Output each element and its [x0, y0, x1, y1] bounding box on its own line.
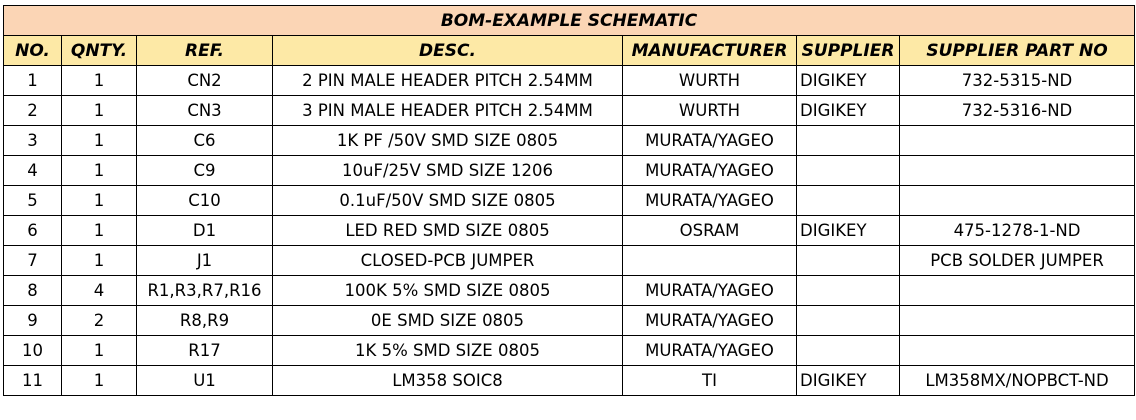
cell-ref: CN3: [137, 96, 273, 126]
table-row: [4, 306, 1135, 336]
table-row: [4, 366, 1135, 396]
cell-no: 7: [4, 246, 62, 276]
cell-qnty: 1: [62, 336, 137, 366]
cell-qnty: 1: [62, 126, 137, 156]
col-header-no: NO.: [4, 36, 62, 66]
table-row: [4, 126, 1135, 156]
cell-desc: 3 PIN MALE HEADER PITCH 2.54MM: [273, 96, 623, 126]
cell-qnty: 2: [62, 306, 137, 336]
cell-part-no: [900, 276, 1135, 306]
cell-ref: C10: [137, 186, 273, 216]
col-header-manufacturer: MANUFACTURER: [623, 36, 797, 66]
cell-supplier: [797, 276, 900, 306]
cell-manufacturer: WURTH: [623, 66, 797, 96]
cell-part-no: 732-5316-ND: [900, 96, 1135, 126]
cell-no: 3: [4, 126, 62, 156]
cell-no: 2: [4, 96, 62, 126]
cell-no: 5: [4, 186, 62, 216]
cell-supplier: [797, 336, 900, 366]
cell-ref: C9: [137, 156, 273, 186]
cell-manufacturer: MURATA/YAGEO: [623, 126, 797, 156]
cell-ref: J1: [137, 246, 273, 276]
cell-supplier: DIGIKEY: [797, 66, 900, 96]
cell-manufacturer: MURATA/YAGEO: [623, 336, 797, 366]
cell-ref: R8,R9: [137, 306, 273, 336]
cell-qnty: 1: [62, 96, 137, 126]
col-header-supplier: SUPPLIER: [797, 36, 900, 66]
header-row: [4, 36, 1135, 66]
table-row: [4, 66, 1135, 96]
cell-part-no: [900, 126, 1135, 156]
cell-part-no: 475-1278-1-ND: [900, 216, 1135, 246]
cell-desc: 100K 5% SMD SIZE 0805: [273, 276, 623, 306]
cell-manufacturer: MURATA/YAGEO: [623, 186, 797, 216]
cell-supplier: DIGIKEY: [797, 366, 900, 396]
cell-part-no: [900, 186, 1135, 216]
cell-no: 8: [4, 276, 62, 306]
bom-rows: [4, 66, 1135, 396]
cell-ref: CN2: [137, 66, 273, 96]
cell-part-no: PCB SOLDER JUMPER: [900, 246, 1135, 276]
cell-supplier: [797, 126, 900, 156]
table-row: [4, 246, 1135, 276]
cell-desc: 2 PIN MALE HEADER PITCH 2.54MM: [273, 66, 623, 96]
cell-supplier: [797, 306, 900, 336]
col-header-ref: REF.: [137, 36, 273, 66]
cell-qnty: 1: [62, 66, 137, 96]
cell-manufacturer: OSRAM: [623, 216, 797, 246]
cell-desc: 0.1uF/50V SMD SIZE 0805: [273, 186, 623, 216]
cell-supplier: [797, 186, 900, 216]
table-title: BOM-EXAMPLE SCHEMATIC: [4, 6, 1135, 36]
cell-qnty: 1: [62, 366, 137, 396]
cell-manufacturer: TI: [623, 366, 797, 396]
cell-ref: R17: [137, 336, 273, 366]
bom-table-container: [3, 5, 1135, 396]
col-header-supplier-part-no: SUPPLIER PART NO: [900, 36, 1135, 66]
title-row: [4, 6, 1135, 36]
cell-no: 9: [4, 306, 62, 336]
cell-part-no: LM358MX/NOPBCT-ND: [900, 366, 1135, 396]
cell-ref: U1: [137, 366, 273, 396]
table-row: [4, 156, 1135, 186]
cell-manufacturer: [623, 246, 797, 276]
cell-part-no: [900, 306, 1135, 336]
col-header-desc: DESC.: [273, 36, 623, 66]
cell-desc: 0E SMD SIZE 0805: [273, 306, 623, 336]
cell-ref: R1,R3,R7,R16: [137, 276, 273, 306]
cell-qnty: 1: [62, 216, 137, 246]
cell-supplier: DIGIKEY: [797, 96, 900, 126]
cell-qnty: 1: [62, 186, 137, 216]
cell-desc: LED RED SMD SIZE 0805: [273, 216, 623, 246]
cell-desc: 10uF/25V SMD SIZE 1206: [273, 156, 623, 186]
cell-no: 6: [4, 216, 62, 246]
cell-desc: 1K PF /50V SMD SIZE 0805: [273, 126, 623, 156]
cell-desc: 1K 5% SMD SIZE 0805: [273, 336, 623, 366]
cell-manufacturer: WURTH: [623, 96, 797, 126]
cell-desc: CLOSED-PCB JUMPER: [273, 246, 623, 276]
col-header-qnty: QNTY.: [62, 36, 137, 66]
cell-manufacturer: MURATA/YAGEO: [623, 306, 797, 336]
cell-no: 11: [4, 366, 62, 396]
cell-qnty: 1: [62, 156, 137, 186]
cell-desc: LM358 SOIC8: [273, 366, 623, 396]
table-row: [4, 186, 1135, 216]
cell-supplier: DIGIKEY: [797, 216, 900, 246]
table-row: [4, 216, 1135, 246]
table-row: [4, 336, 1135, 366]
cell-no: 1: [4, 66, 62, 96]
cell-no: 10: [4, 336, 62, 366]
cell-part-no: [900, 336, 1135, 366]
cell-ref: D1: [137, 216, 273, 246]
cell-no: 4: [4, 156, 62, 186]
cell-ref: C6: [137, 126, 273, 156]
bom-table: [3, 5, 1135, 396]
cell-manufacturer: MURATA/YAGEO: [623, 276, 797, 306]
cell-qnty: 4: [62, 276, 137, 306]
table-row: [4, 96, 1135, 126]
table-row: [4, 276, 1135, 306]
cell-part-no: 732-5315-ND: [900, 66, 1135, 96]
cell-qnty: 1: [62, 246, 137, 276]
cell-manufacturer: MURATA/YAGEO: [623, 156, 797, 186]
cell-supplier: [797, 246, 900, 276]
cell-supplier: [797, 156, 900, 186]
cell-part-no: [900, 156, 1135, 186]
